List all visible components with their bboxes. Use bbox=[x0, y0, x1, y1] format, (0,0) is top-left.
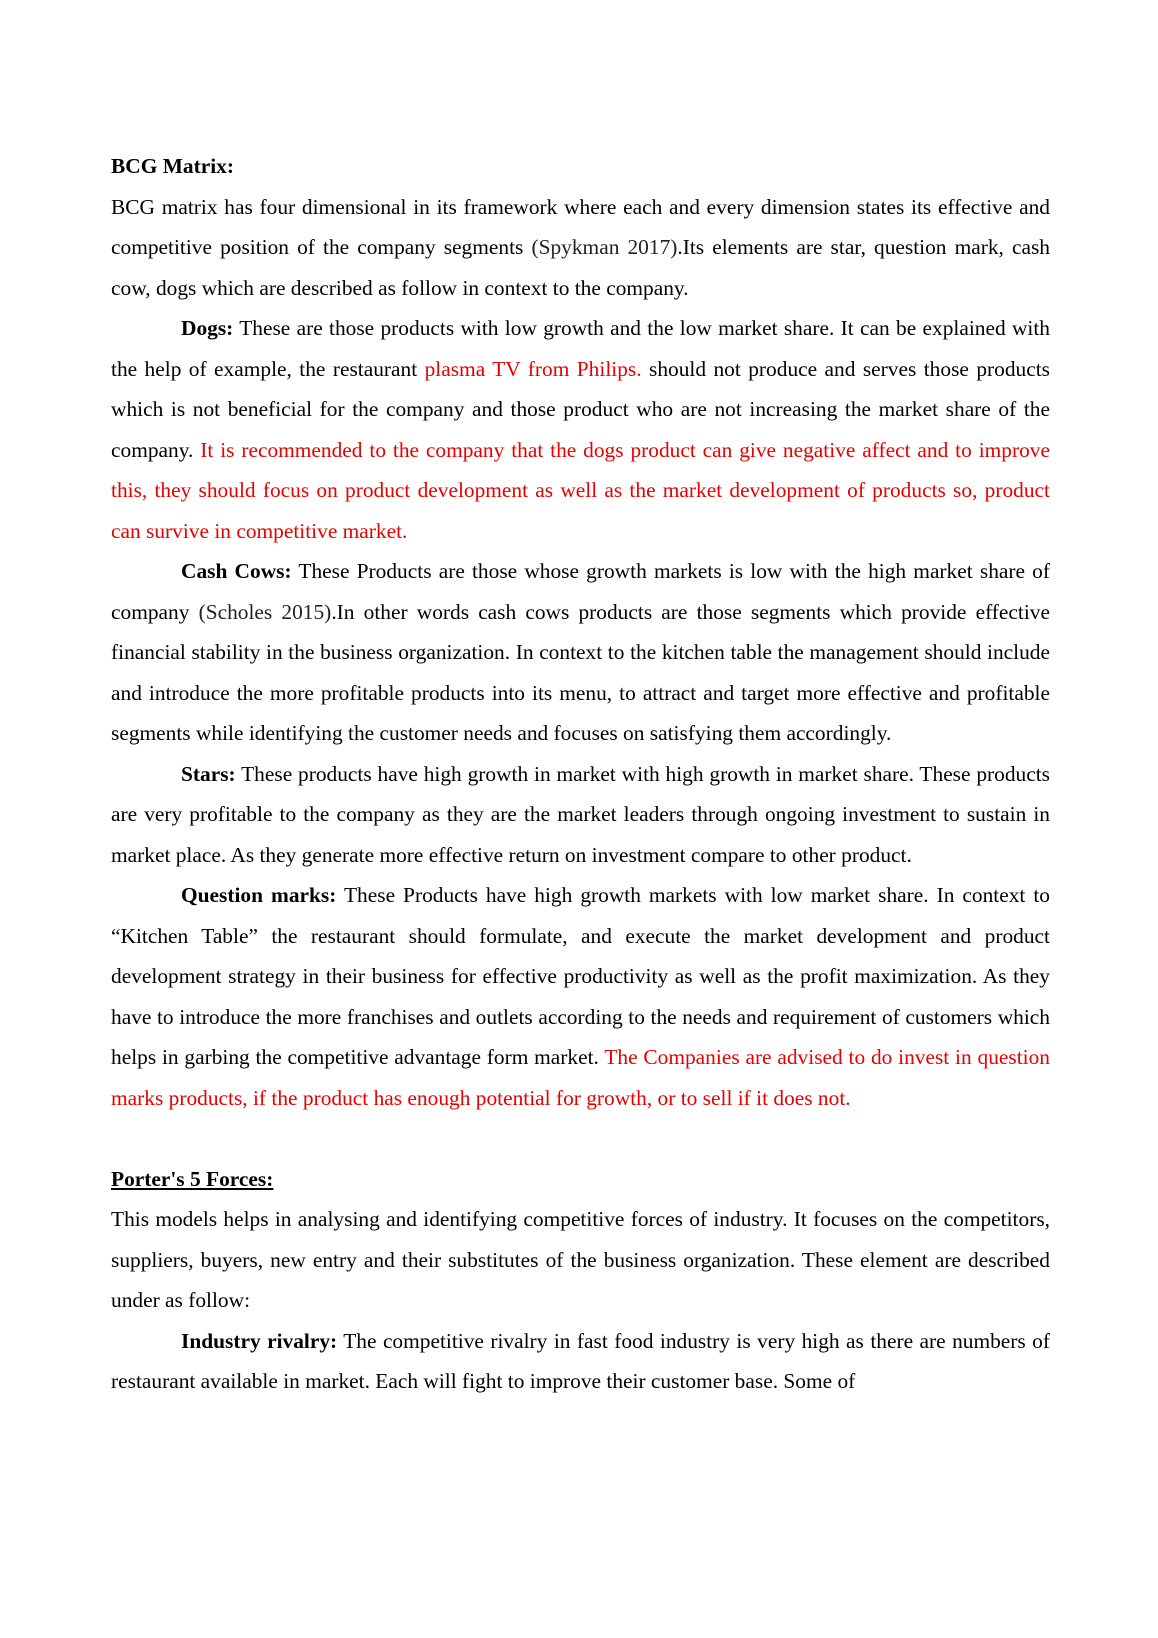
citation-spykman: (Spykman 2017) bbox=[531, 235, 678, 259]
dogs-red-text-2: It is recommended to the company that the dogs product can give negative affect and to improve this, they should focus on product development as well as the market development of products so, product can survive in competitive market. bbox=[111, 437, 1050, 543]
stars-term: Stars: bbox=[181, 761, 236, 786]
dogs-red-text-1: plasma TV from Philips. bbox=[424, 356, 642, 381]
cash-cows-text-1: These Products are those whose growth markets is low with the high market share of company bbox=[111, 559, 1051, 624]
dogs-term: Dogs: bbox=[181, 316, 234, 340]
question-marks-red-text: The Companies are advised to do invest in question marks products, if the product has enough potential for growth, or to sell if it does not. bbox=[111, 1045, 1050, 1110]
porter-heading: Porter's 5 Forces: bbox=[111, 1166, 274, 1191]
question-marks-term: Question marks: bbox=[181, 883, 337, 907]
citation-scholes: (Scholes 2015) bbox=[198, 599, 332, 624]
cash-cows-term: Cash Cows: bbox=[181, 559, 292, 583]
dogs-text-1: These are those products with low growth and the low market share. It can be explained with the help of example, the restaurant bbox=[111, 316, 1050, 381]
section-spacer bbox=[111, 1118, 1050, 1159]
industry-rivalry-paragraph bbox=[111, 1321, 1050, 1402]
document-page bbox=[111, 146, 1050, 1402]
stars-paragraph bbox=[111, 754, 1050, 876]
porter-intro-paragraph: This models helps in analysing and identifying competitive forces of industry. It focuses on the competitors, suppliers, buyers, new entry and their substitutes of the business organization. These element are described under as follow: bbox=[111, 1207, 1050, 1312]
cash-cows-text-2: .In other words cash cows products are those segments which provide effective financial stability in the business organization. In context to the kitchen table the management should include and introduce the more profitable products into its menu, to attract and target more effective and profitable segments while identifying the customer needs and focuses on satisfying them accordingly. bbox=[111, 599, 1050, 745]
bcg-intro-text-1: BCG matrix has four dimensional in its framework where each and every dimension states its effective and competitive position of the company segments bbox=[111, 194, 1050, 259]
bcg-intro-paragraph bbox=[111, 187, 1050, 309]
stars-text: These products have high growth in market with high growth in market share. These products are very profitable to the company as they are the market leaders through ongoing investment to sustain in market place. As they generate more effective return on investment compare to other product. bbox=[111, 761, 1050, 867]
question-marks-text: These Products have high growth markets with low market share. In context to “Kitchen Table” the restaurant should formulate, and execute the market development and product development strategy in their business for effective productivity as well as the profit maximization. As they have to introduce the more franchises and outlets according to the needs and requirement of customers which helps in garbing the competitive advantage form market. bbox=[111, 883, 1050, 1069]
bcg-heading: BCG Matrix: bbox=[111, 154, 234, 178]
dogs-text-2: should not produce and serves those products which is not beneficial for the company and those product who are not increasing the market share of the company. bbox=[111, 356, 1050, 462]
industry-rivalry-text: The competitive rivalry in fast food industry is very high as there are numbers of restaurant available in market. Each will fight to improve their customer base. Some of bbox=[111, 1328, 1050, 1393]
dogs-paragraph bbox=[111, 308, 1050, 551]
industry-rivalry-term: Industry rivalry: bbox=[181, 1328, 338, 1353]
bcg-intro-text-2: .Its elements are star, question mark, cash cow, dogs which are described as follow in context to the company. bbox=[111, 235, 1050, 300]
cash-cows-paragraph bbox=[111, 551, 1050, 754]
question-marks-paragraph bbox=[111, 875, 1050, 1118]
